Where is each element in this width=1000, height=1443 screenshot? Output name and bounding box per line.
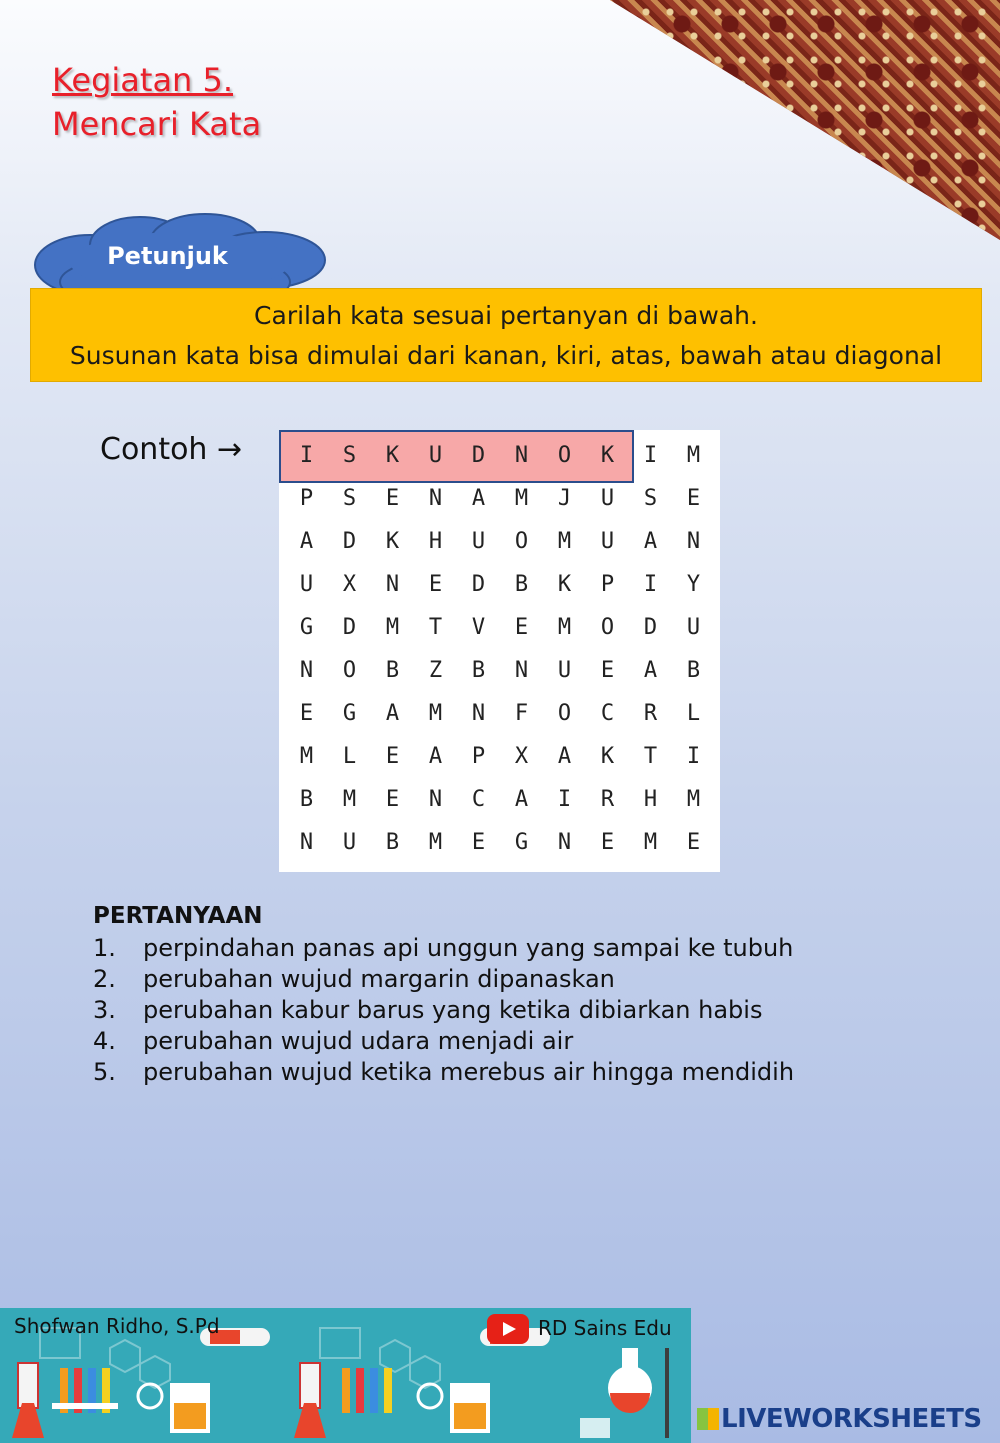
channel-name: RD Sains Edu bbox=[538, 1316, 672, 1340]
liveworksheets-logo-icon bbox=[697, 1408, 719, 1430]
grid-cell[interactable]: E bbox=[385, 744, 400, 769]
question-text: perubahan wujud margarin dipanaskan bbox=[143, 965, 615, 993]
batik-corner-decoration bbox=[610, 0, 1000, 240]
grid-row bbox=[285, 645, 715, 688]
questions-section bbox=[93, 903, 794, 1088]
grid-cell[interactable]: R bbox=[643, 701, 658, 726]
grid-row bbox=[285, 430, 715, 473]
grid-row bbox=[285, 731, 715, 774]
grid-cell[interactable]: B bbox=[514, 572, 529, 597]
grid-cell[interactable]: D bbox=[342, 529, 357, 554]
grid-row bbox=[285, 688, 715, 731]
question-item bbox=[93, 1057, 794, 1088]
grid-cell[interactable]: A bbox=[428, 744, 443, 769]
grid-cell[interactable]: U bbox=[471, 529, 486, 554]
grid-cell[interactable]: B bbox=[385, 830, 400, 855]
question-item bbox=[93, 964, 794, 995]
grid-cell[interactable]: U bbox=[557, 658, 572, 683]
question-text: perubahan wujud ketika merebus air hingga mendidih bbox=[143, 1058, 795, 1086]
grid-cell[interactable]: M bbox=[514, 486, 529, 511]
watermark-text: LIVEWORKSHEETS bbox=[721, 1404, 982, 1434]
grid-cell[interactable]: A bbox=[299, 529, 314, 554]
instruction-line-2: Susunan kata bisa dimulai dari kanan, kiri, atas, bawah atau diagonal bbox=[69, 341, 943, 370]
grid-cell[interactable]: N bbox=[299, 830, 314, 855]
grid-cell[interactable]: E bbox=[299, 701, 314, 726]
grid-cell[interactable]: K bbox=[385, 443, 400, 468]
liveworksheets-watermark bbox=[697, 1404, 982, 1434]
grid-cell[interactable]: D bbox=[342, 615, 357, 640]
grid-cell[interactable]: E bbox=[686, 486, 701, 511]
grid-cell[interactable]: M bbox=[385, 615, 400, 640]
grid-cell[interactable]: O bbox=[514, 529, 529, 554]
grid-cell[interactable]: E bbox=[385, 787, 400, 812]
instructions-banner bbox=[30, 288, 982, 382]
grid-row bbox=[285, 774, 715, 817]
grid-cell[interactable]: M bbox=[643, 830, 658, 855]
grid-cell[interactable]: A bbox=[557, 744, 572, 769]
grid-cell[interactable]: X bbox=[342, 572, 357, 597]
grid-cell[interactable]: B bbox=[686, 658, 701, 683]
grid-cell[interactable]: E bbox=[600, 658, 615, 683]
grid-cell[interactable]: J bbox=[557, 486, 572, 511]
grid-cell[interactable]: N bbox=[557, 830, 572, 855]
grid-cell[interactable]: N bbox=[686, 529, 701, 554]
grid-cell[interactable]: U bbox=[299, 572, 314, 597]
grid-row bbox=[285, 473, 715, 516]
grid-cell[interactable]: S bbox=[342, 443, 357, 468]
grid-cell[interactable]: C bbox=[600, 701, 615, 726]
grid-cell[interactable]: D bbox=[471, 443, 486, 468]
grid-cell[interactable]: N bbox=[471, 701, 486, 726]
grid-cell[interactable]: S bbox=[342, 486, 357, 511]
grid-cell[interactable]: V bbox=[471, 615, 486, 640]
page-title bbox=[52, 58, 261, 146]
instructions-label: Petunjuk bbox=[107, 242, 228, 270]
grid-cell[interactable]: O bbox=[600, 615, 615, 640]
youtube-icon bbox=[487, 1314, 529, 1344]
question-number: 3. bbox=[93, 996, 116, 1024]
grid-cell[interactable]: M bbox=[557, 529, 572, 554]
grid-cell[interactable]: O bbox=[342, 658, 357, 683]
footer-banner bbox=[0, 1308, 691, 1443]
grid-row bbox=[285, 516, 715, 559]
grid-cell[interactable]: U bbox=[428, 443, 443, 468]
grid-cell[interactable]: N bbox=[514, 658, 529, 683]
question-text: perubahan kabur barus yang ketika dibiarkan habis bbox=[143, 996, 763, 1024]
grid-cell[interactable]: K bbox=[600, 744, 615, 769]
question-text: perpindahan panas api unggun yang sampai ke tubuh bbox=[143, 934, 794, 962]
grid-cell[interactable]: U bbox=[342, 830, 357, 855]
grid-cell[interactable]: D bbox=[643, 615, 658, 640]
grid-cell[interactable]: A bbox=[514, 787, 529, 812]
grid-cell[interactable]: H bbox=[643, 787, 658, 812]
grid-cell[interactable]: I bbox=[686, 744, 701, 769]
grid-cell[interactable]: P bbox=[299, 486, 314, 511]
grid-cell[interactable]: T bbox=[643, 744, 658, 769]
grid-cell[interactable]: E bbox=[600, 830, 615, 855]
grid-cell[interactable]: U bbox=[600, 486, 615, 511]
grid-cell[interactable]: M bbox=[557, 615, 572, 640]
grid-cell[interactable]: M bbox=[686, 443, 701, 468]
grid-cell[interactable]: E bbox=[686, 830, 701, 855]
grid-cell[interactable]: K bbox=[557, 572, 572, 597]
grid-cell[interactable]: C bbox=[471, 787, 486, 812]
author-name: Shofwan Ridho, S.Pd bbox=[14, 1314, 220, 1338]
grid-row bbox=[285, 559, 715, 602]
grid-cell[interactable]: N bbox=[299, 658, 314, 683]
grid-cell[interactable]: E bbox=[514, 615, 529, 640]
grid-cell[interactable]: K bbox=[600, 443, 615, 468]
question-item bbox=[93, 995, 794, 1026]
grid-cell[interactable]: R bbox=[600, 787, 615, 812]
grid-cell[interactable]: X bbox=[514, 744, 529, 769]
grid-cell[interactable]: B bbox=[471, 658, 486, 683]
grid-cell[interactable]: I bbox=[643, 443, 658, 468]
grid-cell[interactable]: I bbox=[643, 572, 658, 597]
question-number: 1. bbox=[93, 934, 116, 962]
grid-cell[interactable]: I bbox=[557, 787, 572, 812]
grid-cell[interactable]: G bbox=[514, 830, 529, 855]
instruction-line-1: Carilah kata sesuai pertanyan di bawah. bbox=[254, 301, 758, 330]
grid-cell[interactable]: H bbox=[428, 529, 443, 554]
grid-cell[interactable]: E bbox=[428, 572, 443, 597]
grid-cell[interactable]: A bbox=[643, 529, 658, 554]
example-label: Contoh → bbox=[100, 432, 243, 467]
question-number: 5. bbox=[93, 1058, 116, 1086]
grid-cell[interactable]: Y bbox=[686, 572, 701, 597]
title-line-1: Kegiatan 5. bbox=[52, 61, 234, 99]
grid-cell[interactable]: E bbox=[471, 830, 486, 855]
grid-cell[interactable]: E bbox=[385, 486, 400, 511]
grid-cell[interactable]: P bbox=[600, 572, 615, 597]
grid-cell[interactable]: A bbox=[471, 486, 486, 511]
grid-cell[interactable]: M bbox=[342, 787, 357, 812]
grid-cell[interactable]: U bbox=[600, 529, 615, 554]
grid-cell[interactable]: O bbox=[557, 443, 572, 468]
grid-cell[interactable]: F bbox=[514, 701, 529, 726]
grid-cell[interactable]: G bbox=[299, 615, 314, 640]
grid-cell[interactable]: D bbox=[471, 572, 486, 597]
questions-heading: PERTANYAAN bbox=[93, 903, 263, 929]
grid-cell[interactable]: U bbox=[686, 615, 701, 640]
word-search-grid bbox=[279, 430, 720, 872]
grid-row bbox=[285, 817, 715, 860]
question-number: 4. bbox=[93, 1027, 116, 1055]
grid-cell[interactable]: N bbox=[428, 787, 443, 812]
question-item bbox=[93, 1026, 794, 1057]
grid-cell[interactable]: A bbox=[643, 658, 658, 683]
grid-cell[interactable]: L bbox=[342, 744, 357, 769]
grid-cell[interactable]: M bbox=[428, 701, 443, 726]
question-text: perubahan wujud udara menjadi air bbox=[143, 1027, 574, 1055]
grid-cell[interactable]: T bbox=[428, 615, 443, 640]
grid-cell[interactable]: S bbox=[643, 486, 658, 511]
grid-cell[interactable]: P bbox=[471, 744, 486, 769]
grid-cell[interactable]: I bbox=[299, 443, 314, 468]
grid-cell[interactable]: K bbox=[385, 529, 400, 554]
grid-cell[interactable]: A bbox=[385, 701, 400, 726]
grid-cell[interactable]: Z bbox=[428, 658, 443, 683]
grid-cell[interactable]: M bbox=[428, 830, 443, 855]
grid-cell[interactable]: L bbox=[686, 701, 701, 726]
question-number: 2. bbox=[93, 965, 116, 993]
grid-cell[interactable]: N bbox=[514, 443, 529, 468]
grid-cell[interactable]: M bbox=[686, 787, 701, 812]
grid-cell[interactable]: M bbox=[299, 744, 314, 769]
grid-cell[interactable]: O bbox=[557, 701, 572, 726]
question-item bbox=[93, 933, 794, 964]
grid-cell[interactable]: N bbox=[385, 572, 400, 597]
grid-cell[interactable]: G bbox=[342, 701, 357, 726]
grid-row bbox=[285, 602, 715, 645]
title-line-2: Mencari Kata bbox=[52, 105, 262, 143]
grid-cell[interactable]: B bbox=[385, 658, 400, 683]
grid-cell[interactable]: B bbox=[299, 787, 314, 812]
grid-cell[interactable]: N bbox=[428, 486, 443, 511]
